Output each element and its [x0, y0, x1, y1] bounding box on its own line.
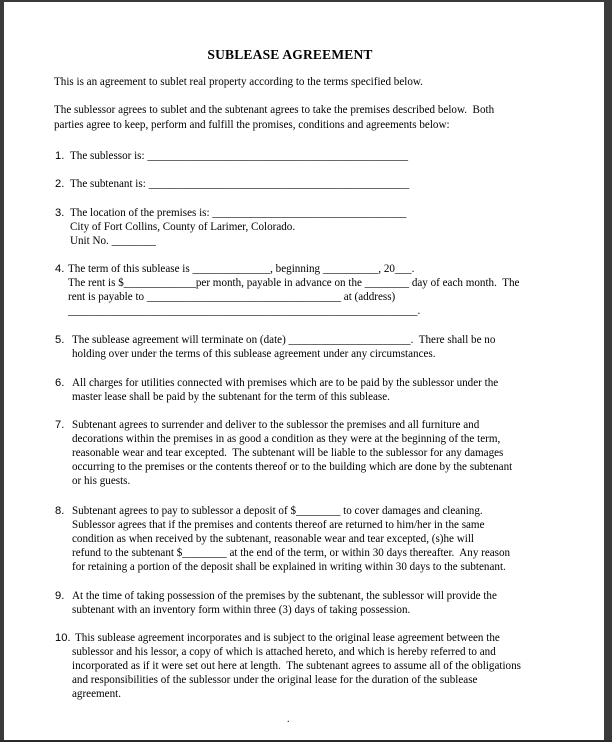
clause-number: 10.	[55, 632, 71, 644]
clause-8-text: for retaining a portion of the deposit shall be explained in writing within 30 days to the subtenant.	[72, 561, 506, 573]
clause-4-text: The rent is $_____________per month, payable in advance on the ________ day of each month. The	[68, 277, 520, 289]
clause-6-text: All charges for utilities connected with premises which are to be paid by the sublessor under the	[72, 377, 499, 389]
clause-number: 8.	[55, 505, 65, 517]
clause-number: 2.	[55, 178, 65, 190]
clause-8-text: condition as when received by the subtenant, reasonable wear and tear excepted, (s)he will	[72, 533, 474, 545]
parties-text-line: parties agree to keep, perform and fulfill the promises, conditions and agreements below:	[54, 119, 450, 131]
clause-8-text: Sublessor agrees that if the premises and contents thereof are returned to him/her in the same	[72, 519, 485, 531]
clause-1-text: The sublessor is: _______________________________________________	[70, 150, 409, 162]
clause-number: 4.	[55, 263, 65, 275]
clause-2-text: The subtenant is: _______________________________________________	[70, 178, 410, 190]
clause-10-text: This sublease agreement incorporates and is subject to the original lease agreement between the	[75, 632, 500, 644]
clause-number: 6.	[55, 377, 65, 389]
clause-5-text: The sublease agreement will terminate on (date) ______________________. There shall be no	[72, 334, 496, 346]
clause-10-text: and responsibilities of the sublessor under the original lease for the duration of the sublease	[72, 674, 478, 686]
clause-4-text: rent is payable to ___________________________________ at (address)	[68, 291, 396, 303]
parties-text-line: The sublessor agrees to sublet and the subtenant agrees to take the premises described below. Both	[54, 104, 495, 116]
clause-7-text: or his guests.	[72, 475, 131, 487]
document-title: SUBLEASE AGREEMENT	[207, 47, 373, 62]
clause-4-text: _______________________________________________________________.	[68, 305, 421, 317]
footer-mark: .	[287, 714, 290, 725]
clause-7-text: reasonable wear and tear excepted. The subtenant will be liable to the sublessor for any damages	[72, 447, 504, 459]
clause-9-text: At the time of taking possession of the premises by the subtenant, the sublessor will provide the	[72, 590, 497, 602]
clause-3-text: Unit No. ________	[70, 235, 156, 247]
clause-4-text: The term of this sublease is ______________, beginning __________, 20___.	[68, 263, 415, 275]
clause-9-text: subtenant with an inventory form within three (3) days of taking possession.	[72, 604, 411, 616]
clause-7-text: occurring to the premises or the contents thereof or to the building which are done by the subtenant	[72, 461, 513, 473]
document-page	[4, 2, 604, 740]
clause-number: 9.	[55, 590, 65, 602]
clause-number: 5.	[55, 334, 65, 346]
clause-10-text: incorporated as if it were set out here at length. The subtenant agrees to assume all of the obligations	[72, 660, 521, 672]
clause-8-text: Subtenant agrees to pay to sublessor a deposit of $________ to cover damages and cleaning.	[72, 505, 483, 517]
clause-10-text: sublessor and his lessor, a copy of which is attached hereto, and which is hereby referred to and	[72, 646, 496, 658]
clause-10-text: agreement.	[72, 688, 121, 700]
clause-5-text: holding over under the terms of this sublease agreement under any circumstances.	[72, 348, 436, 360]
intro-text: This is an agreement to sublet real property according to the terms specified below.	[54, 76, 423, 88]
clause-number: 3.	[55, 207, 65, 219]
clause-number: 1.	[55, 150, 65, 162]
clause-3-text: The location of the premises is: ___________________________________	[70, 207, 407, 219]
clause-6-text: master lease shall be paid by the subtenant for the term of this sublease.	[72, 391, 390, 403]
clause-8-text: refund to the subtenant $________ at the end of the term, or within 30 days thereafter. Any reason	[72, 547, 511, 559]
clause-number: 7.	[55, 419, 65, 431]
clause-3-text: City of Fort Collins, County of Larimer, Colorado.	[70, 221, 296, 233]
clause-7-text: decorations within the premises in as good a condition as they were at the beginning of the term,	[72, 433, 501, 445]
clause-7-text: Subtenant agrees to surrender and deliver to the sublessor the premises and all furniture and	[72, 419, 480, 431]
